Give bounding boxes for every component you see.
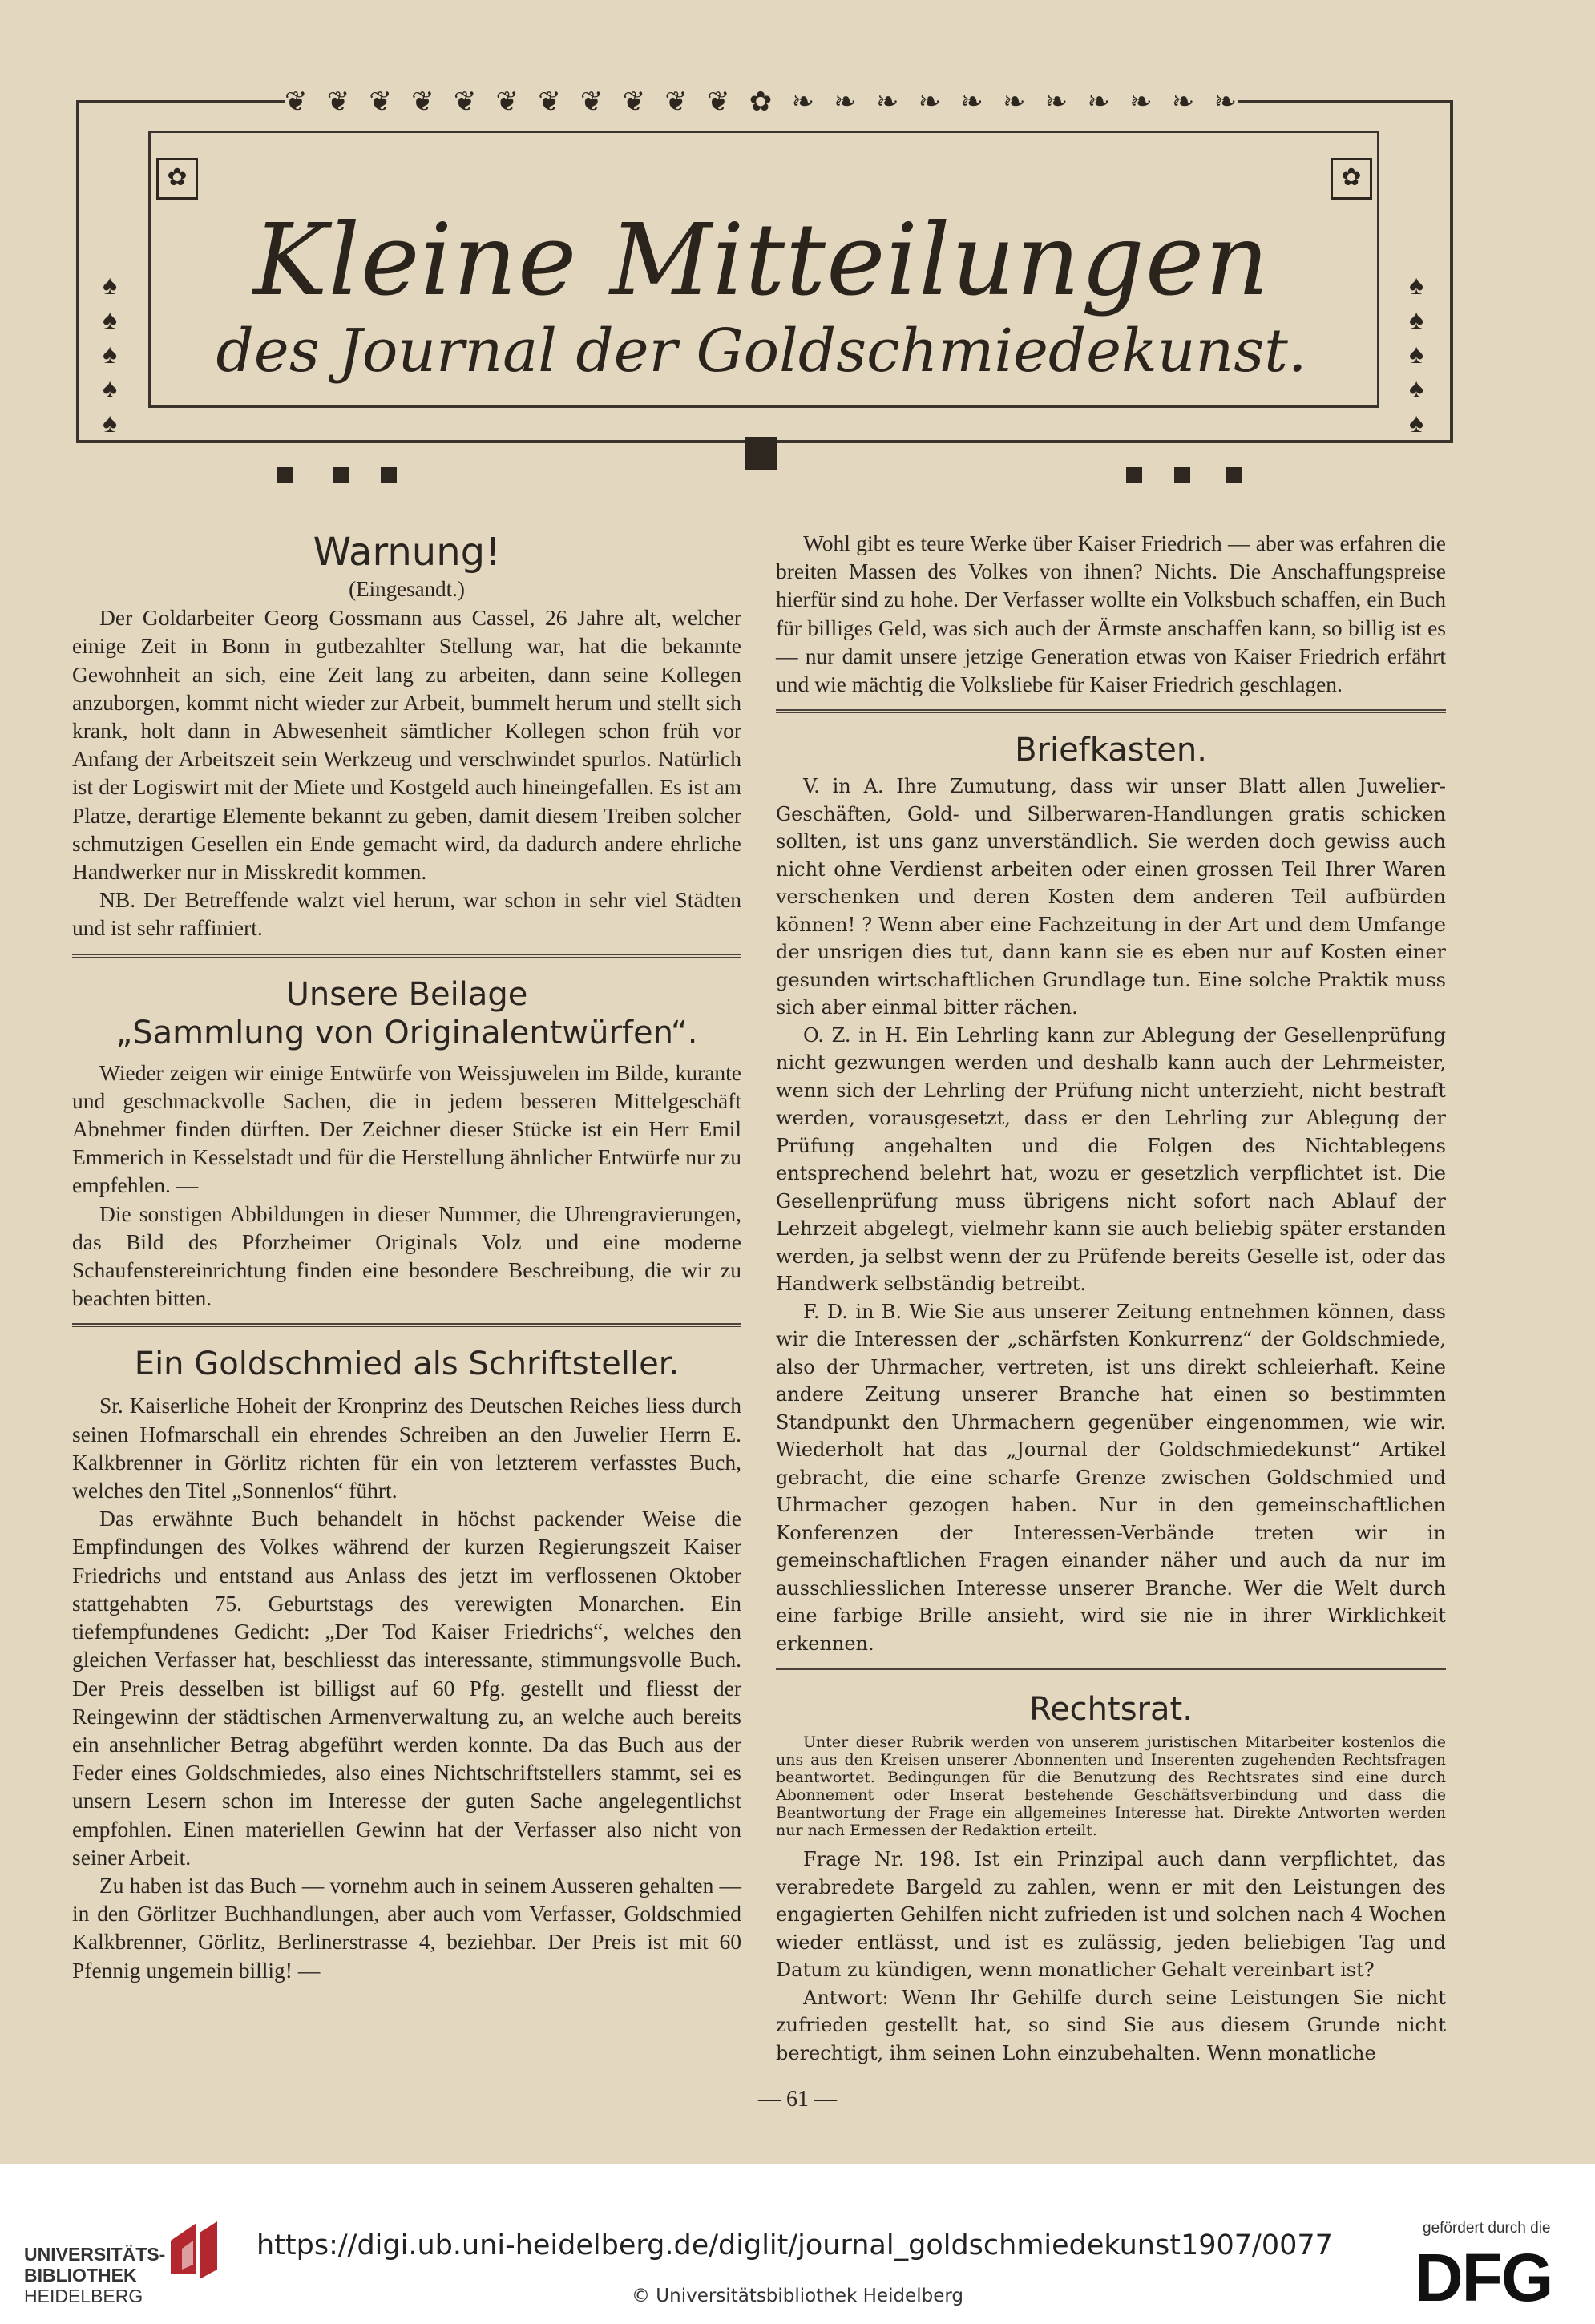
rechtsrat-answer: Antwort: Wenn Ihr Gehilfe durch seine Leistungen Sie nicht zufrieden gestellt hat, so sind Sie aus diesem Grunde nicht berechtigt, ihm seinen Lohn einzubehalten. Wenn monatliche — [776, 1986, 1446, 2064]
rechtsrat-intro: Unter dieser Rubrik werden von unserem juristischen Mitarbeiter kostenlos die uns aus den Kreisen unserer Abonnenten und Inserenten zugehenden Rechtsfragen beantwortet. Bedingungen für die Benutzung des Rechtsrates sind eine durch Abonnement oder Inserat bestehende Geschäftsverbindung und dass die Beantwortung der Frage ein allgemeines Interesse hat. Direkte Antworten werden nur nach Ermessen der Redaktion erteilt. — [776, 1733, 1446, 1840]
goldschmied-paragraph: Zu haben ist das Buch — vornehm auch in seinem Ausseren gehalten — in den Görlitzer Buchhandlungen, aber auch vom Verfasser, Goldschmied Kalkbrenner, Görlitz, Berlinerstrasse 4, beziehbar. Der Preis ist mit 60 Pfennig ungemein billig! — — [72, 1872, 741, 1983]
square-ornament — [277, 467, 293, 483]
footer-bar — [0, 2164, 1595, 2324]
goldschmied-paragraph: Sr. Kaiserliche Hoheit der Kronprinz des Deutschen Reiches liess durch seinen Hofmarschall ein ehrendes Schreiben an den Juwelier Herrn E. Kalkbrenner in Görlitz richten für ein von letzterem verfasstes Buch, welches den Titel „Sonnenlos“ führt. — [72, 1393, 741, 1503]
briefkasten-heading: Briefkasten. — [1015, 732, 1207, 769]
square-ornament — [1174, 467, 1190, 483]
right-column — [776, 529, 1446, 2067]
square-ornament — [333, 467, 349, 483]
leaf-ornament-icon: ♠ ♠ ♠ ♠ ♠ — [102, 271, 118, 438]
section-divider — [72, 954, 741, 958]
beilage-subheading: „Sammlung von Originalentwürfen“. — [115, 1014, 698, 1051]
masthead-title: Kleine Mitteilungen — [252, 203, 1270, 318]
intro-paragraph: Wohl gibt es teure Werke über Kaiser Friedrich — aber was erfahren die breiten Massen des Volkes von ihnen? Nichts. Die Anschaffungspreise hierfür sind zu hohe. Der Verfasser wollte ein Volksbuch schaffen, ein Buch für billiges Geld, was sich auch der Ärmste anschaffen kann, so billig ist es — nur damit unsere jetzige Generation etwas von Kaiser Friedrich erfährt und wie mächtig die Volksliebe für Kaiser Friedrich geschlagen. — [776, 531, 1446, 697]
warnung-paragraph: Der Goldarbeiter Georg Gossmann aus Cassel, 26 Jahre alt, welcher einige Zeit in Bonn in gutbezahlter Stellung war, hat die bekannte Gewohnheit an sich, eine Zeit lang zu arbeiten, dann seine Kollegen anzuborgen, kommt nicht wieder zur Arbeit, bummelt herum und stellt sich krank, holt dann in Abwesenheit sämtlicher Kollegen schon früh vor Anfang der Arbeitszeit sein Werkzeug und verschwindet spurlos. Natürlich ist der Logiswirt mit der Miete und Kostgeld auch hineingefallen. Es ist am Platze, derartige Elemente bekannt zu geben, damit diesem Treiben solcher schmutzigen Gesellen ein Ende gemacht wird, da dadurch andere ehrliche Handwerker nur in Misskredit kommen. — [72, 605, 741, 885]
ornament-border-top: ❦ ❦ ❦ ❦ ❦ ❦ ❦ ❦ ❦ ❦ ❦ ✿ ❧ ❧ ❧ ❧ ❧ ❧ ❧ ❧ ❧ ❧ ❧ — [285, 84, 1238, 119]
briefkasten-answer: F. D. in B. Wie Sie aus unserer Zeitung entnehmen können, dass wir die Interessen der „schärfsten Konkurrenz“ der Goldschmiede, also der Uhrmacher, vertreten, ist uns direkt schleierhaft. Keine andere Zeitung unserer Branche hat einen so bestimmten Standpunkt den Uhrmachern gegenüber eingenommen, wie wir. Wiederholt hat das „Journal der Goldschmiedekunst“ Artikel gebracht, die eine scharfe Grenze zwischen Goldschmied und Uhrmacher gezogen haben. Nur in den gemeinschaftlichen Konferenzen der Interessen-Verbände treten wir in gemeinschaftlichen Fragen einander näher und auch da nur im ausschliesslichen Interesse unserer Branche. Wer die Welt durch eine farbige Brille ansieht, wird sie nie in ihrer Wirklichkeit erkennen. — [776, 1300, 1446, 1655]
warnung-subheading: (Eingesandt.) — [349, 577, 465, 601]
warnung-heading: Warnung! — [313, 530, 501, 575]
section-divider — [776, 709, 1446, 713]
rechtsrat-heading: Rechtsrat. — [1029, 1691, 1193, 1729]
leaf-ornament-icon: ♠ ♠ ♠ ♠ ♠ — [1408, 271, 1424, 438]
goldschmied-paragraph: Das erwähnte Buch behandelt in höchst packender Weise die Empfindungen des Volkes während der kurzen Regierungszeit Kaiser Friedrichs und entstand aus Anlass des jetzt im verflossenen Oktober stattgehabten 75. Geburtstags des verewigten Monarchen. Ein tiefempfundenes Gedicht: „Der Tod Kaiser Friedrichs“, welches den gleichen Verfasser hat, beschliesst das interessante, stimmungsvolle Buch. Der Preis desselben ist billigst auf 60 Pfg. gestellt und fliesst der Reingewinn der städtischen Armenverwaltung zu, an welche auch bereits ein ansehnlicher Betrag abgeführt werden konnte. Da das Buch aus der Feder eines Goldschmiedes, also eines Nichtschriftstellers stammt, sei es unsern Lesern schon im Interesse der guten Sache angelegentlichst empfohlen. Einen materiellen Gewinn hat der Verfasser also nicht von seiner Arbeit. — [72, 1506, 741, 1870]
briefkasten-answer: O. Z. in H. Ein Lehrling kann zur Ablegung der Gesellenprüfung nicht gezwungen werden und deshalb kann auch der Lehrmeister, wenn sich der Lehrling der Prüfung nicht unterzieht, nicht bestraft werden, vorausgesetzt, dass er den Lehrling zur Ablegung der Prüfung angehalten und die Folgen des Nichtablegens entsprechend belehrt hat, wozu er gesetzlich verpflichtet ist. Die Gesellenprüfung muss übrigens nicht sofort nach Ablauf der Lehrzeit abgelegt, vielmehr kann sie auch beliebig später erstanden werden, ja selbst wenn der zu Prüfende bereits Geselle ist, oder das Handwerk selbständig betreibt. — [776, 1023, 1446, 1296]
library-name-line: UNIVERSITÄTS- — [24, 2244, 166, 2265]
page-number: — 61 — — [758, 2087, 837, 2112]
square-ornament — [381, 467, 397, 483]
briefkasten-answer: V. in A. Ihre Zumutung, dass wir unser Blatt allen Juwelier-Geschäften, Gold- und Silberwaren-Handlungen gratis schicken sollten, ist uns ganz unverständlich. Sie werden doch gewiss auch nicht ohne Verdienst arbeiten oder einen grossen Teil Ihrer Waren verschenken und deren Kosten dem anderen Teil aufbürden können! ? Wenn aber eine Fachzeitung in der Art und dem Umfange der unsrigen dies tut, dann kann sie es eben nur auf Kosten einer gesunden wirtschaftlichen Grundlage tun. Eine solche Praktik muss sich aber einmal bitter rächen. — [776, 775, 1446, 1019]
left-column — [72, 529, 741, 1984]
masthead-subtitle: des Journal der Goldschmiedekunst. — [216, 317, 1307, 385]
copyright-notice: © Universitätsbibliothek Heidelberg — [631, 2286, 963, 2306]
library-logo-icon — [164, 2217, 222, 2281]
beilage-paragraph: Wieder zeigen wir einige Entwürfe von Weissjuwelen im Bilde, kurante und geschmackvolle Sachen, die in jedem besseren Mittelgeschäft Abnehmer finden dürften. Der Zeichner dieser Stücke ist ein Herr Emil Emmerich in Kesselstadt und für die Herstellung ähnlicher Entwürfe nur zu empfehlen. — — [72, 1059, 741, 1198]
center-ornament — [745, 437, 777, 470]
dfg-logo: DFG — [1415, 2240, 1553, 2315]
warnung-note: NB. Der Betreffende walzt viel herum, war schon in sehr viel Städten und ist sehr raffiniert. — [72, 887, 741, 941]
rechtsrat-question: Frage Nr. 198. Ist ein Prinzipal auch dann verpflichtet, das verabredete Bargeld zu zahlen, wenn er mit den Leistungen des engagierten Gehilfen nicht zufrieden ist und solchen nach 4 Wochen wieder entlässt, und ist es zulässig, jeden beliebigen Tag und Datum zu kündigen, wenn monatlicher Gehalt vereinbart ist? — [776, 1848, 1446, 1982]
source-url-link[interactable]: https://digi.ub.uni-heidelberg.de/diglit/journal_goldschmiedekunst1907/0077 — [256, 2229, 1333, 2261]
library-name-line: HEIDELBERG — [24, 2286, 143, 2306]
flower-ornament-icon: ✿ — [1331, 158, 1372, 200]
square-ornament — [1126, 467, 1142, 483]
funding-note: gefördert durch die — [1423, 2220, 1551, 2237]
section-divider — [776, 1668, 1446, 1672]
goldschmied-heading: Ein Goldschmied als Schriftsteller. — [134, 1346, 680, 1383]
square-ornament — [1226, 467, 1242, 483]
beilage-heading: Unsere Beilage — [285, 975, 528, 1013]
beilage-paragraph: Die sonstigen Abbildungen in dieser Nummer, die Uhrengravierungen, das Bild des Pforzheimer Originals Volz und eine moderne Schaufenstereinrichtung finden eine besondere Beschreibung, die wir zu beachten bitten. — [72, 1200, 741, 1311]
flower-ornament-icon: ✿ — [156, 158, 198, 200]
masthead — [76, 84, 1447, 461]
library-name-line: BIBLIOTHEK — [24, 2265, 137, 2286]
section-divider — [72, 1323, 741, 1327]
